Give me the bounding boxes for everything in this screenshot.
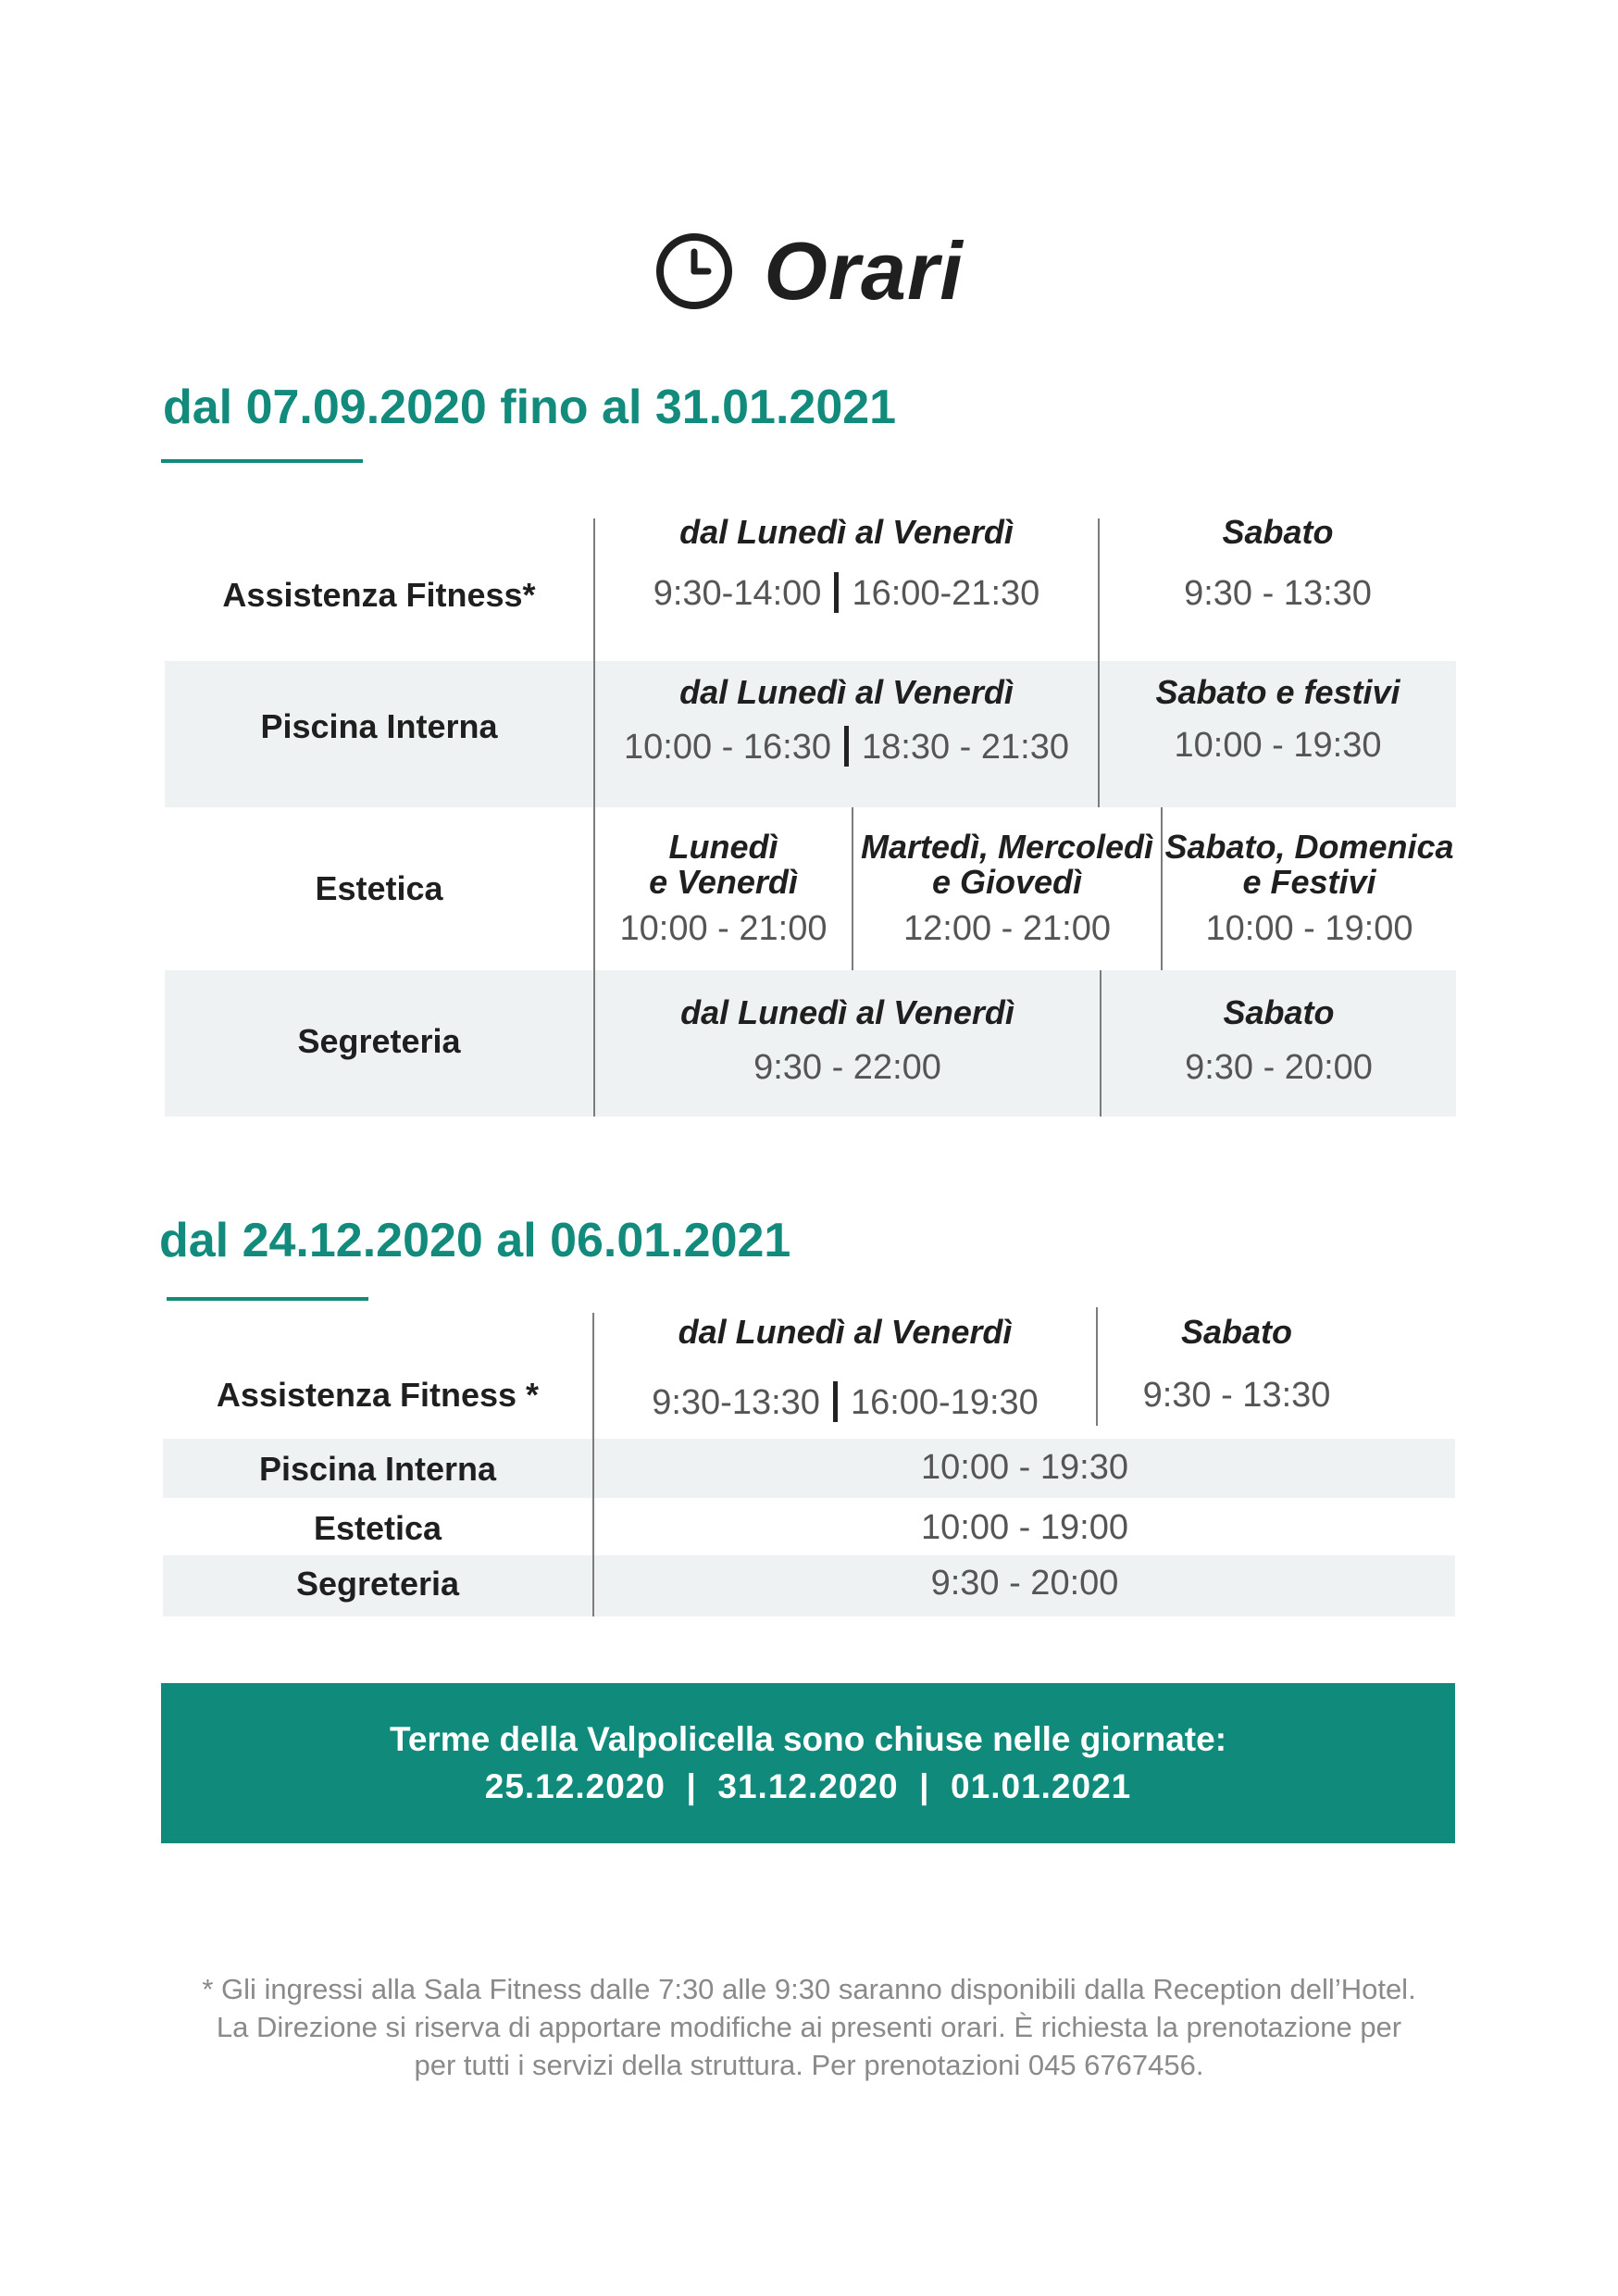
closure-banner [161, 1683, 1455, 1843]
weekday-label: dal Lunedì al Venerdì [679, 673, 1014, 711]
hours-evening: 18:30 - 21:30 [862, 728, 1069, 767]
weekday-hours [594, 1383, 1096, 1425]
page-header [0, 220, 1618, 322]
row-label-beauty: Estetica [315, 869, 443, 907]
beauty-hours: 10:00 - 19:00 [921, 1508, 1128, 1547]
separator [844, 726, 849, 767]
row-label-beauty: Estetica [313, 1509, 442, 1547]
hours-morning: 9:30-14:00 [653, 574, 822, 613]
page-title: Orari [764, 225, 964, 317]
row-label-office: Segreteria [295, 1565, 460, 1603]
footnote-line: * Gli ingressi alla Sala Fitness dalle 7:30 alle 9:30 saranno disponibili dalla Reception dell’Hotel. [202, 1973, 1416, 2005]
beauty-days-1-line2: e Venerdì [649, 863, 798, 901]
divider [1100, 970, 1101, 1117]
weekday-label: dal Lunedì al Venerdì [680, 993, 1014, 1031]
section2-title: dal 24.12.2020 al 06.01.2021 [159, 1214, 791, 1267]
weekend-hours: 9:30 - 13:30 [1184, 574, 1372, 613]
hours-morning: 9:30-13:30 [652, 1383, 820, 1422]
footnote [111, 1970, 1507, 2084]
row-label-pool: Piscina Interna [260, 707, 498, 745]
beauty-days-2-line1: Martedì, Mercoledì [860, 828, 1154, 866]
weekday-hours [595, 574, 1098, 616]
weekend-label: Sabato [1223, 993, 1335, 1031]
section1-title: dal 07.09.2020 fino al 31.01.2021 [163, 381, 897, 434]
closure-dates: 25.12.2020 | 31.12.2020 | 01.01.2021 [484, 1767, 1132, 1805]
separator [833, 1381, 838, 1422]
weekday-label: dal Lunedì al Venerdì [679, 513, 1014, 551]
footnote-line: per tutti i servizi della struttura. Per prenotazioni 045 6767456. [414, 2049, 1204, 2081]
beauty-hours-1: 10:00 - 21:00 [619, 909, 828, 948]
hours-evening: 16:00-21:30 [852, 574, 1040, 613]
weekday-hours [595, 728, 1098, 769]
weekday-label: dal Lunedì al Venerdì [678, 1313, 1013, 1351]
weekend-hours: 9:30 - 20:00 [1185, 1048, 1373, 1087]
row-label-fitness: Assistenza Fitness* [222, 576, 536, 614]
beauty-days-3-line1: Sabato, Domenica [1164, 828, 1454, 866]
section2-underline [167, 1297, 368, 1301]
office-hours: 9:30 - 20:00 [930, 1564, 1119, 1603]
weekday-hours: 9:30 - 22:00 [753, 1048, 941, 1087]
weekend-hours: 10:00 - 19:30 [1174, 726, 1382, 765]
weekend-label: Sabato [1222, 513, 1334, 551]
row-label-pool: Piscina Interna [258, 1450, 497, 1488]
weekend-label: Sabato [1180, 1313, 1293, 1351]
beauty-hours-3: 10:00 - 19:00 [1205, 909, 1413, 948]
beauty-hours-2: 12:00 - 21:00 [903, 909, 1111, 948]
clock-icon [654, 231, 734, 311]
section1-underline [161, 459, 363, 463]
closure-text: Terme della Valpolicella sono chiuse nelle giornate: [389, 1720, 1227, 1758]
beauty-days-2-line2: e Giovedì [931, 863, 1083, 901]
beauty-days-1-line1: Lunedì [668, 828, 778, 866]
hours-morning: 10:00 - 16:30 [624, 728, 831, 767]
row-label-fitness: Assistenza Fitness * [216, 1376, 540, 1414]
pool-hours: 10:00 - 19:30 [921, 1448, 1128, 1487]
weekend-label: Sabato e festivi [1155, 673, 1400, 711]
footnote-line: La Direzione si riserva di apportare modifiche ai presenti orari. È richiesta la prenotazione per [216, 2011, 1402, 2043]
beauty-days-3-line2: e Festivi [1242, 863, 1376, 901]
hours-evening: 16:00-19:30 [850, 1383, 1039, 1422]
row-label-office: Segreteria [297, 1022, 461, 1060]
separator [834, 572, 839, 613]
weekend-hours: 9:30 - 13:30 [1142, 1376, 1331, 1415]
